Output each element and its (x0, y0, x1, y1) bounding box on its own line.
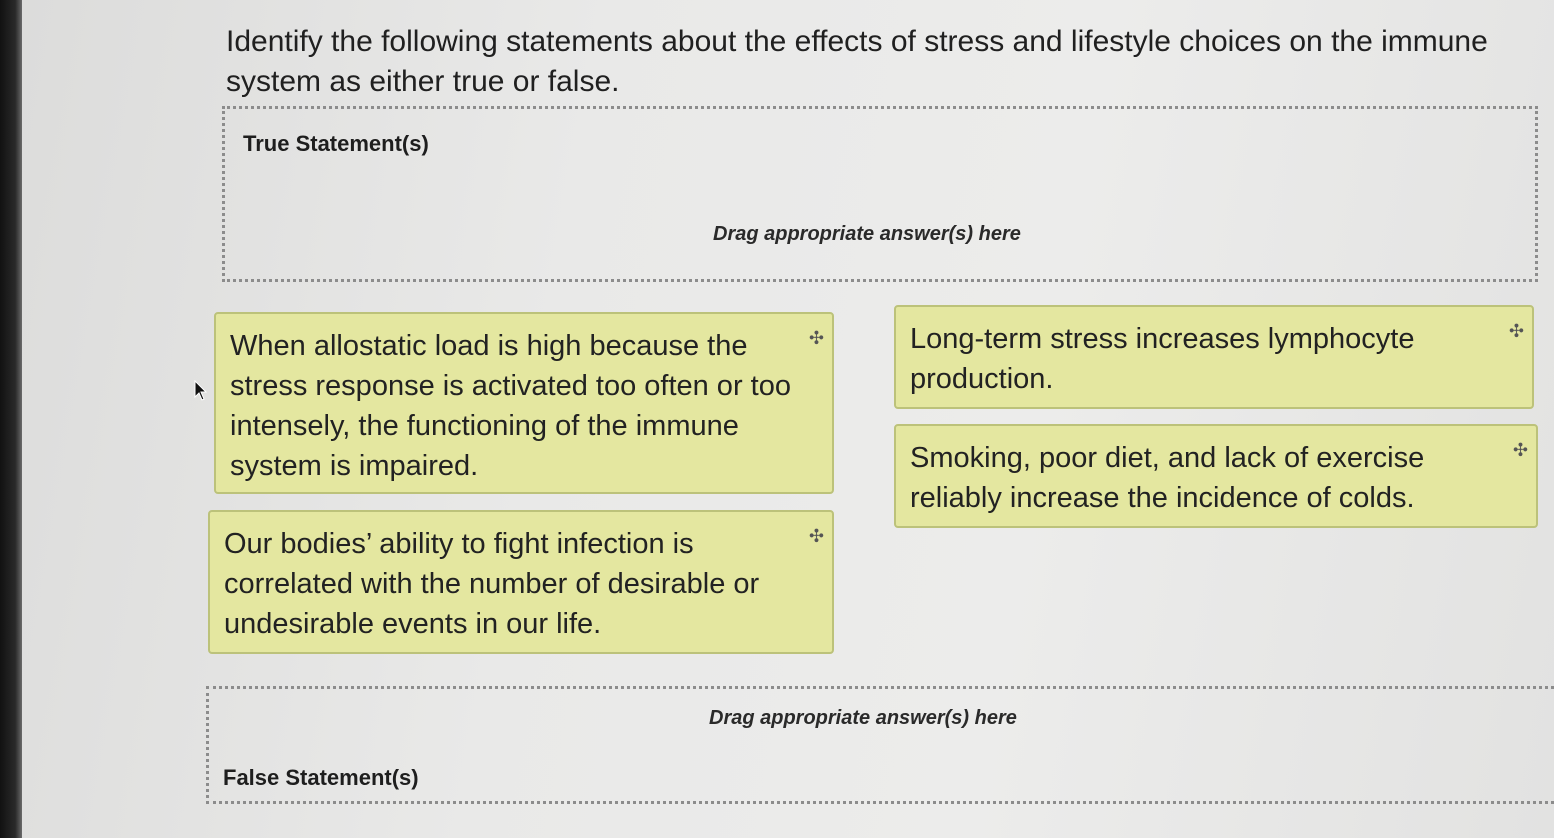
answer-card[interactable] (208, 510, 834, 654)
true-zone-hint: Drag appropriate answer(s) here (713, 223, 1021, 245)
true-statements-dropzone[interactable] (222, 106, 1538, 282)
false-zone-hint: Drag appropriate answer(s) here (709, 707, 1017, 729)
answer-card-text: Our bodies’ ability to fight infection is correlated with the number of desirable or undesirable events in our life. (224, 528, 760, 640)
mouse-pointer-icon (194, 380, 208, 402)
false-zone-title: False Statement(s) (223, 765, 419, 790)
false-statements-dropzone[interactable] (206, 686, 1554, 804)
move-icon[interactable]: ✣ (808, 526, 824, 546)
answer-card-text: When allostatic load is high because the stress response is activated too often or too intensely, the functioning of the immune system is impaired. (230, 330, 791, 482)
question-prompt: Identify the following statements about the effects of stress and lifestyle choices on the immune system as either true or false. (226, 25, 1488, 98)
screen-bezel (0, 0, 22, 838)
true-zone-title: True Statement(s) (243, 131, 429, 156)
answer-card[interactable] (894, 305, 1534, 409)
move-icon[interactable]: ✣ (1508, 321, 1524, 341)
answer-card-text: Smoking, poor diet, and lack of exercise reliably increase the incidence of colds. (910, 442, 1425, 514)
answer-card-text: Long-term stress increases lymphocyte production. (910, 323, 1415, 395)
move-icon[interactable]: ✣ (1512, 440, 1528, 460)
answer-card[interactable] (894, 424, 1538, 528)
move-icon[interactable]: ✣ (808, 328, 824, 348)
answer-card[interactable] (214, 312, 834, 494)
